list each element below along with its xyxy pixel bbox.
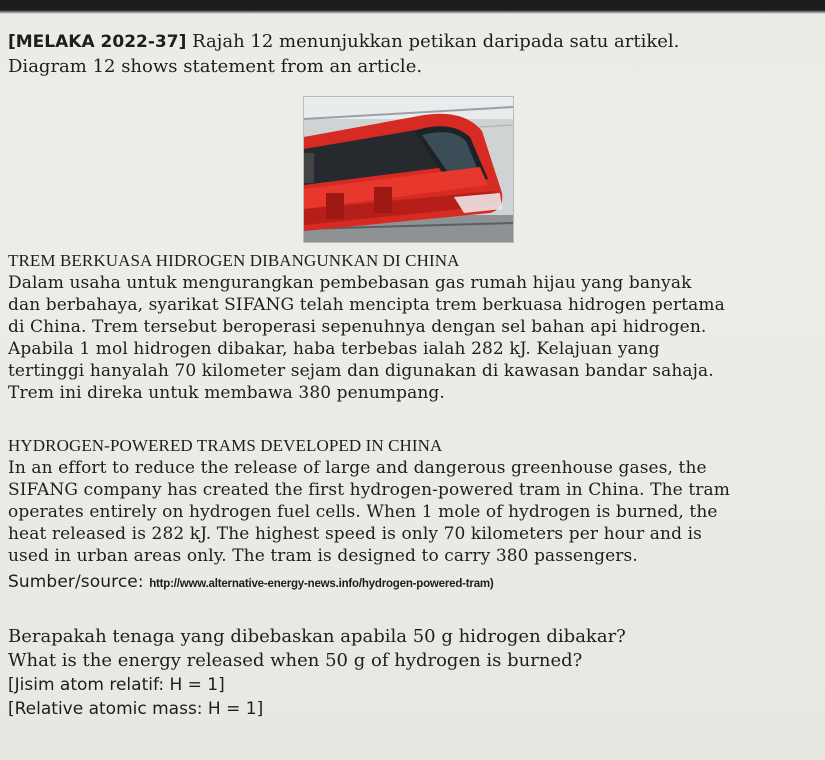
article-ms-line: Apabila 1 mol hidrogen dibakar, haba terbebas ialah 282 kJ. Kelajuan yang <box>8 339 660 359</box>
prompt-mass-en: [Relative atomic mass: H = 1] <box>8 699 264 719</box>
article-en-line: operates entirely on hydrogen fuel cells. When 1 mole of hydrogen is burned, the <box>8 502 718 522</box>
article-en-body <box>8 457 820 567</box>
source-url: http://www.alternative-energy-news.info/hydrogen-powered-tram) <box>149 578 494 590</box>
article-ms-line: dan berbahaya, syarikat SIFANG telah mencipta trem berkuasa hidrogen pertama <box>8 295 725 315</box>
article-en-heading: HYDROGEN-POWERED TRAMS DEVELOPED IN CHINA <box>8 436 443 455</box>
source-citation <box>8 571 820 595</box>
question-intro-ms <box>8 30 679 54</box>
article-english <box>8 435 820 595</box>
tram-image-icon <box>304 97 513 242</box>
prompt-question-en: What is the energy released when 50 g of hydrogen is burned? <box>8 650 583 671</box>
article-ms-heading: TREM BERKUASA HIDROGEN DIBANGUNKAN DI CHINA <box>8 251 460 270</box>
prompt-question-ms: Berapakah tenaga yang dibebaskan apabila 50 g hidrogen dibakar? <box>8 626 626 647</box>
article-ms-line: tertinggi hanyalah 70 kilometer sejam dan digunakan di kawasan bandar sahaja. <box>8 361 714 381</box>
prompt-mass-ms: [Jisim atom relatif: H = 1] <box>8 675 225 695</box>
article-ms-line: di China. Trem tersebut beroperasi sepenuhnya dengan sel bahan api hidrogen. <box>8 317 707 337</box>
article-en-line: heat released is 282 kJ. The highest speed is only 70 kilometers per hour and is <box>8 524 702 544</box>
tram-photo <box>303 96 514 243</box>
article-ms-line: Dalam usaha untuk mengurangkan pembebasan gas rumah hijau yang banyak <box>8 273 692 293</box>
article-ms-body <box>8 272 820 404</box>
article-malay <box>8 250 820 404</box>
article-en-line: In an effort to reduce the release of large and dangerous greenhouse gases, the <box>8 458 707 478</box>
question-intro-en: Diagram 12 shows statement from an article. <box>8 56 423 77</box>
question-intro-ms-text: Rajah 12 menunjukkan petikan daripada satu artikel. <box>192 31 680 52</box>
question-prompt <box>8 625 820 721</box>
question-ref: [MELAKA 2022-37] <box>8 32 187 52</box>
article-ms-line: Trem ini direka untuk membawa 380 penumpang. <box>8 383 445 403</box>
source-label: Sumber/source: <box>8 572 144 592</box>
article-en-line: used in urban areas only. The tram is designed to carry 380 passengers. <box>8 546 638 566</box>
article-en-line: SIFANG company has created the first hydrogen-powered tram in China. The tram <box>8 480 730 500</box>
